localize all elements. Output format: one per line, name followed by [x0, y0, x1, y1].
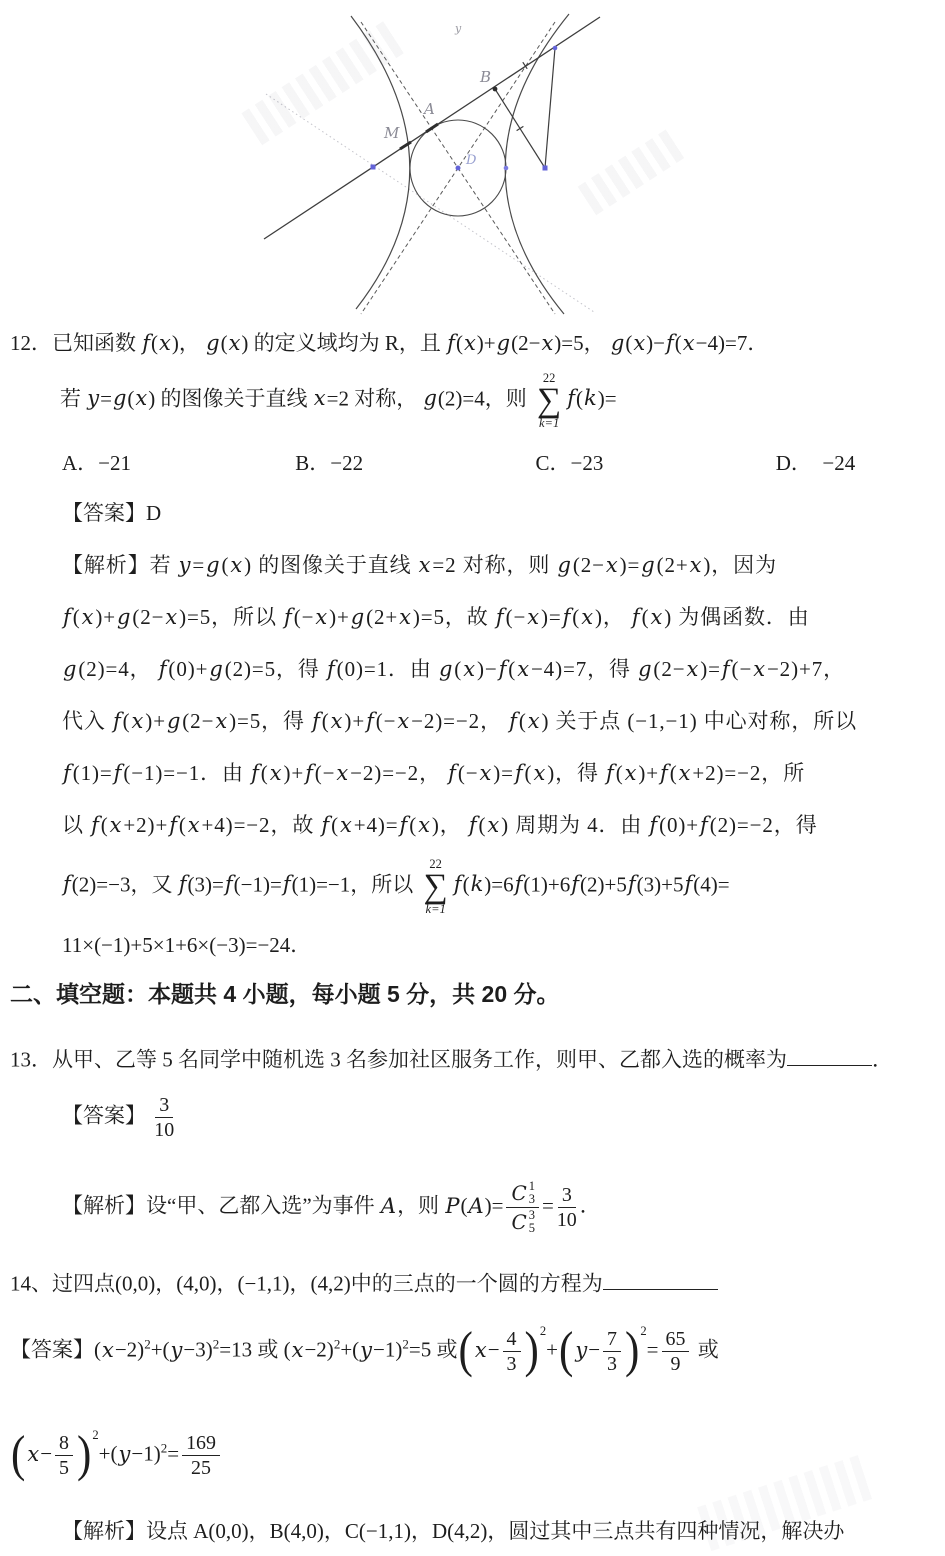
option-d: D． −24	[775, 451, 856, 475]
hyperbola-figure	[258, 4, 682, 316]
label-D: D	[466, 153, 477, 168]
dotted-focal-line	[266, 94, 594, 312]
q12-options-row	[62, 450, 855, 476]
point-B-marker	[493, 87, 498, 92]
point-M-marker	[400, 142, 411, 149]
option-a: A．−21	[62, 451, 132, 475]
q13-answer-line: 【答案】 $\frac{3}{10}$	[62, 1094, 175, 1142]
q13-stem-line: 13．从甲、乙等 5 名同学中随机选 3 名参加社区服务工作，则甲、乙都入选的概率为 ．	[10, 1044, 893, 1073]
q13-analysis-line: 【解析】设“甲、乙都入选”为事件 A，则 P(A)= C 1 3 C 3 5 = $\frac{3}{10}$ ．	[62, 1179, 601, 1236]
label-B: B	[480, 68, 492, 86]
label-axis-y: y	[455, 22, 462, 35]
q12-analysis-line-7: f(2)=−3，又 f(3)=f(−1)=f(1)=−1，所以 22 ∑ k=1 f(k)=6f(1)+6f(2)+5f(3)+5f(4)=	[63, 857, 730, 916]
q14-answer-line-1: 【答案】$(x-2)^2+(y-3)^2=13$ 或 $(x-2)^2+(y-1)^2=5$ 或(x− $\frac{4}{3}$ )$^2$+(y− $\frac{7}{3}$ )$^2$= $\frac{65}{9}$ 或	[10, 1323, 719, 1379]
option-b: B．−22	[295, 451, 364, 475]
right-focus-point	[543, 166, 548, 171]
q12-analysis-line-2: f(x)+g(2−x)=5，所以 f(−x)+g(2+x)=5，故 f(−x)=f(x)， f(x) 为偶函数．由	[63, 605, 810, 629]
q12-analysis-line-4: 代入 f(x)+g(2−x)=5，得 f(x)+f(−x−2)=−2， f(x) 关于点 (−1,−1) 中心对称，所以	[62, 709, 858, 733]
q12-answer-line: 【答案】D	[62, 501, 162, 525]
option-c: C．−23	[535, 451, 604, 475]
q12-stem-line-1: 12．已知函数 f(x)， g(x) 的定义域均为 R，且 f(x)+g(2−x)=5， g(x)−f(x−4)=7．	[10, 331, 769, 355]
section-2-header: 二、填空题：本题共 4 小题，每小题 5 分，共 20 分。	[10, 981, 560, 1007]
q14-analysis-line: 【解析】设点 A(0,0)，B(4,0)，C(−1,1)，D(4,2)，圆过其中三点共有四种情况，解决办	[62, 1519, 845, 1543]
q12-analysis-line-5: f(1)=f(−1)=−1．由 f(x)+f(−x−2)=−2， f(−x)=f(x)，得 f(x)+f(x+2)=−2，所	[63, 761, 806, 785]
q12-analysis-line-8: 11×(−1)+5×1+6×(−3)=−24．	[62, 933, 312, 957]
q12-analysis-line-6: 以 f(x+2)+f(x+4)=−2，故 f(x+4)=f(x)， f(x) 周期为 4．由 f(0)+f(2)=−2，得	[62, 813, 818, 837]
q12-analysis-line-3: g(2)=4， f(0)+g(2)=5，得 f(0)=1．由 g(x)−f(x−4)=7，得 g(2−x)=f(−x−2)+7，	[63, 657, 846, 681]
point-A-marker	[426, 124, 438, 132]
figure-svg	[258, 4, 682, 316]
right-vertex-point	[504, 166, 509, 171]
q14-answer-line-2: (x− $\frac{8}{5}$ )$^2+(y-1)^2=$ $\frac{169}{25}$	[10, 1432, 223, 1480]
label-M: M	[384, 124, 400, 142]
center-point-D	[456, 166, 461, 171]
q12-analysis-line-1: 【解析】若 y=g(x) 的图像关于直线 x=2 对称，则 g(2−x)=g(2+x)，因为	[62, 553, 777, 577]
triangle-side-right	[545, 48, 555, 168]
q14-stem-line: 14、过四点(0,0)，(4,0)，(−1,1)，(4,2)中的三点的一个圆的方程为	[10, 1268, 718, 1297]
top-intersection-point	[553, 46, 558, 51]
label-A: A	[424, 100, 435, 118]
tick-mark-1	[517, 126, 524, 130]
left-focus-point	[371, 165, 376, 170]
q12-stem-line-2: 若 y=g(x) 的图像关于直线 x=2 对称， g(2)=4，则 22 ∑ k=1 f(k)=	[60, 371, 617, 430]
